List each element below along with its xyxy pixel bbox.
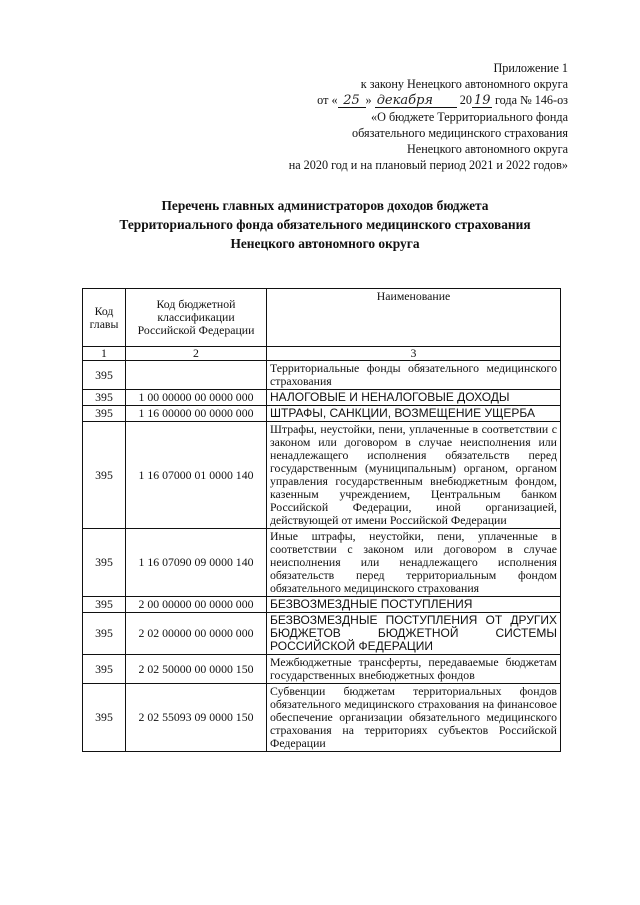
header-name: Наименование <box>267 289 561 347</box>
header-budget-code: Код бюджетной классификации Российской Федерации <box>126 289 267 347</box>
document-title <box>70 196 580 253</box>
handwritten-month: декабря <box>375 94 457 108</box>
head-code-cell: 395 <box>83 613 126 655</box>
name-cell: БЕЗВОЗМЕЗДНЫЕ ПОСТУПЛЕНИЯ <box>267 597 561 613</box>
head-code-cell: 395 <box>83 597 126 613</box>
budget-code-cell: 2 02 55093 09 0000 150 <box>126 684 267 752</box>
law-title-line-4: на 2020 год и на плановый период 2021 и 2022 годов» <box>288 158 568 173</box>
head-code-cell: 395 <box>83 422 126 529</box>
column-number: 1 <box>83 347 126 361</box>
column-number-row <box>83 347 561 361</box>
table-header-row <box>83 289 561 347</box>
column-number: 2 <box>126 347 267 361</box>
law-date-line: от « 25 » декабря 20 19 года № 146-оз <box>317 93 568 109</box>
handwritten-year: 19 <box>473 93 491 109</box>
name-cell: Штрафы, неустойки, пени, уплаченные в соответствии с законом или договором в случае неисполнения или ненадлежащего исполнения обязательств перед государственным (муниципальным) органом, органом управления государственным внебюджетным фондом, казенным учреждением, Центральным банком Российской Федерации, иной организацией, действующей от имени Российской Федерации <box>267 422 561 529</box>
name-cell: НАЛОГОВЫЕ И НЕНАЛОГОВЫЕ ДОХОДЫ <box>267 390 561 406</box>
head-code-cell: 395 <box>83 655 126 684</box>
law-number: года № 146-оз <box>494 93 568 108</box>
title-line-3: Ненецкого автономного округа <box>230 236 420 251</box>
law-title-line-1: «О бюджете Территориального фонда <box>371 109 568 124</box>
head-code-cell: 395 <box>83 684 126 752</box>
table-row <box>83 597 561 613</box>
budget-code-cell: 1 00 00000 00 0000 000 <box>126 390 267 406</box>
name-cell: Межбюджетные трансферты, передаваемые бюджетам государственных внебюджетных фондов <box>267 655 561 684</box>
header-head-code: Код главы <box>83 289 126 347</box>
name-cell: ШТРАФЫ, САНКЦИИ, ВОЗМЕЩЕНИЕ УЩЕРБА <box>267 406 561 422</box>
appendix-header <box>238 60 568 173</box>
budget-code-cell: 2 00 00000 00 0000 000 <box>126 597 267 613</box>
table-row <box>83 390 561 406</box>
table-row <box>83 655 561 684</box>
budget-code-cell <box>126 361 267 390</box>
budget-code-cell: 1 16 07090 09 0000 140 <box>126 529 267 597</box>
table-row <box>83 529 561 597</box>
budget-code-cell: 1 16 00000 00 0000 000 <box>126 406 267 422</box>
budget-code-cell: 2 02 00000 00 0000 000 <box>126 613 267 655</box>
table-row <box>83 406 561 422</box>
name-cell: Субвенции бюджетам территориальных фондов обязательного медицинского страхования на финансовое обеспечение организации обязательного медицинского страхования на территориях субъектов Российской Федерации <box>267 684 561 752</box>
law-title-line-2: обязательного медицинского страхования <box>352 125 568 140</box>
budget-code-cell: 1 16 07000 01 0000 140 <box>126 422 267 529</box>
name-cell: Территориальные фонды обязательного медицинского страхования <box>267 361 561 390</box>
name-cell: Иные штрафы, неустойки, пени, уплаченные в соответствии с законом или договором в случае неисполнения или ненадлежащего исполнения обязательств перед территориальным фондом обязательного медицинского страхования <box>267 529 561 597</box>
table-row <box>83 422 561 529</box>
title-line-1: Перечень главных администраторов доходов бюджета <box>161 198 489 213</box>
table-row <box>83 613 561 655</box>
head-code-cell: 395 <box>83 406 126 422</box>
law-title-line-3: Ненецкого автономного округа <box>406 142 568 157</box>
law-reference: к закону Ненецкого автономного округа <box>360 77 568 92</box>
handwritten-day: 25 <box>338 94 366 108</box>
table-row <box>83 684 561 752</box>
budget-code-cell: 2 02 50000 00 0000 150 <box>126 655 267 684</box>
column-number: 3 <box>267 347 561 361</box>
table-row <box>83 361 561 390</box>
head-code-cell: 395 <box>83 361 126 390</box>
head-code-cell: 395 <box>83 390 126 406</box>
administrators-table <box>82 288 561 752</box>
title-line-2: Территориального фонда обязательного медицинского страхования <box>119 217 531 232</box>
head-code-cell: 395 <box>83 529 126 597</box>
appendix-label: Приложение 1 <box>493 61 568 75</box>
name-cell: БЕЗВОЗМЕЗДНЫЕ ПОСТУПЛЕНИЯ ОТ ДРУГИХ БЮДЖЕТОВ БЮДЖЕТНОЙ СИСТЕМЫ РОССИЙСКОЙ ФЕДЕРАЦИИ <box>267 613 561 655</box>
